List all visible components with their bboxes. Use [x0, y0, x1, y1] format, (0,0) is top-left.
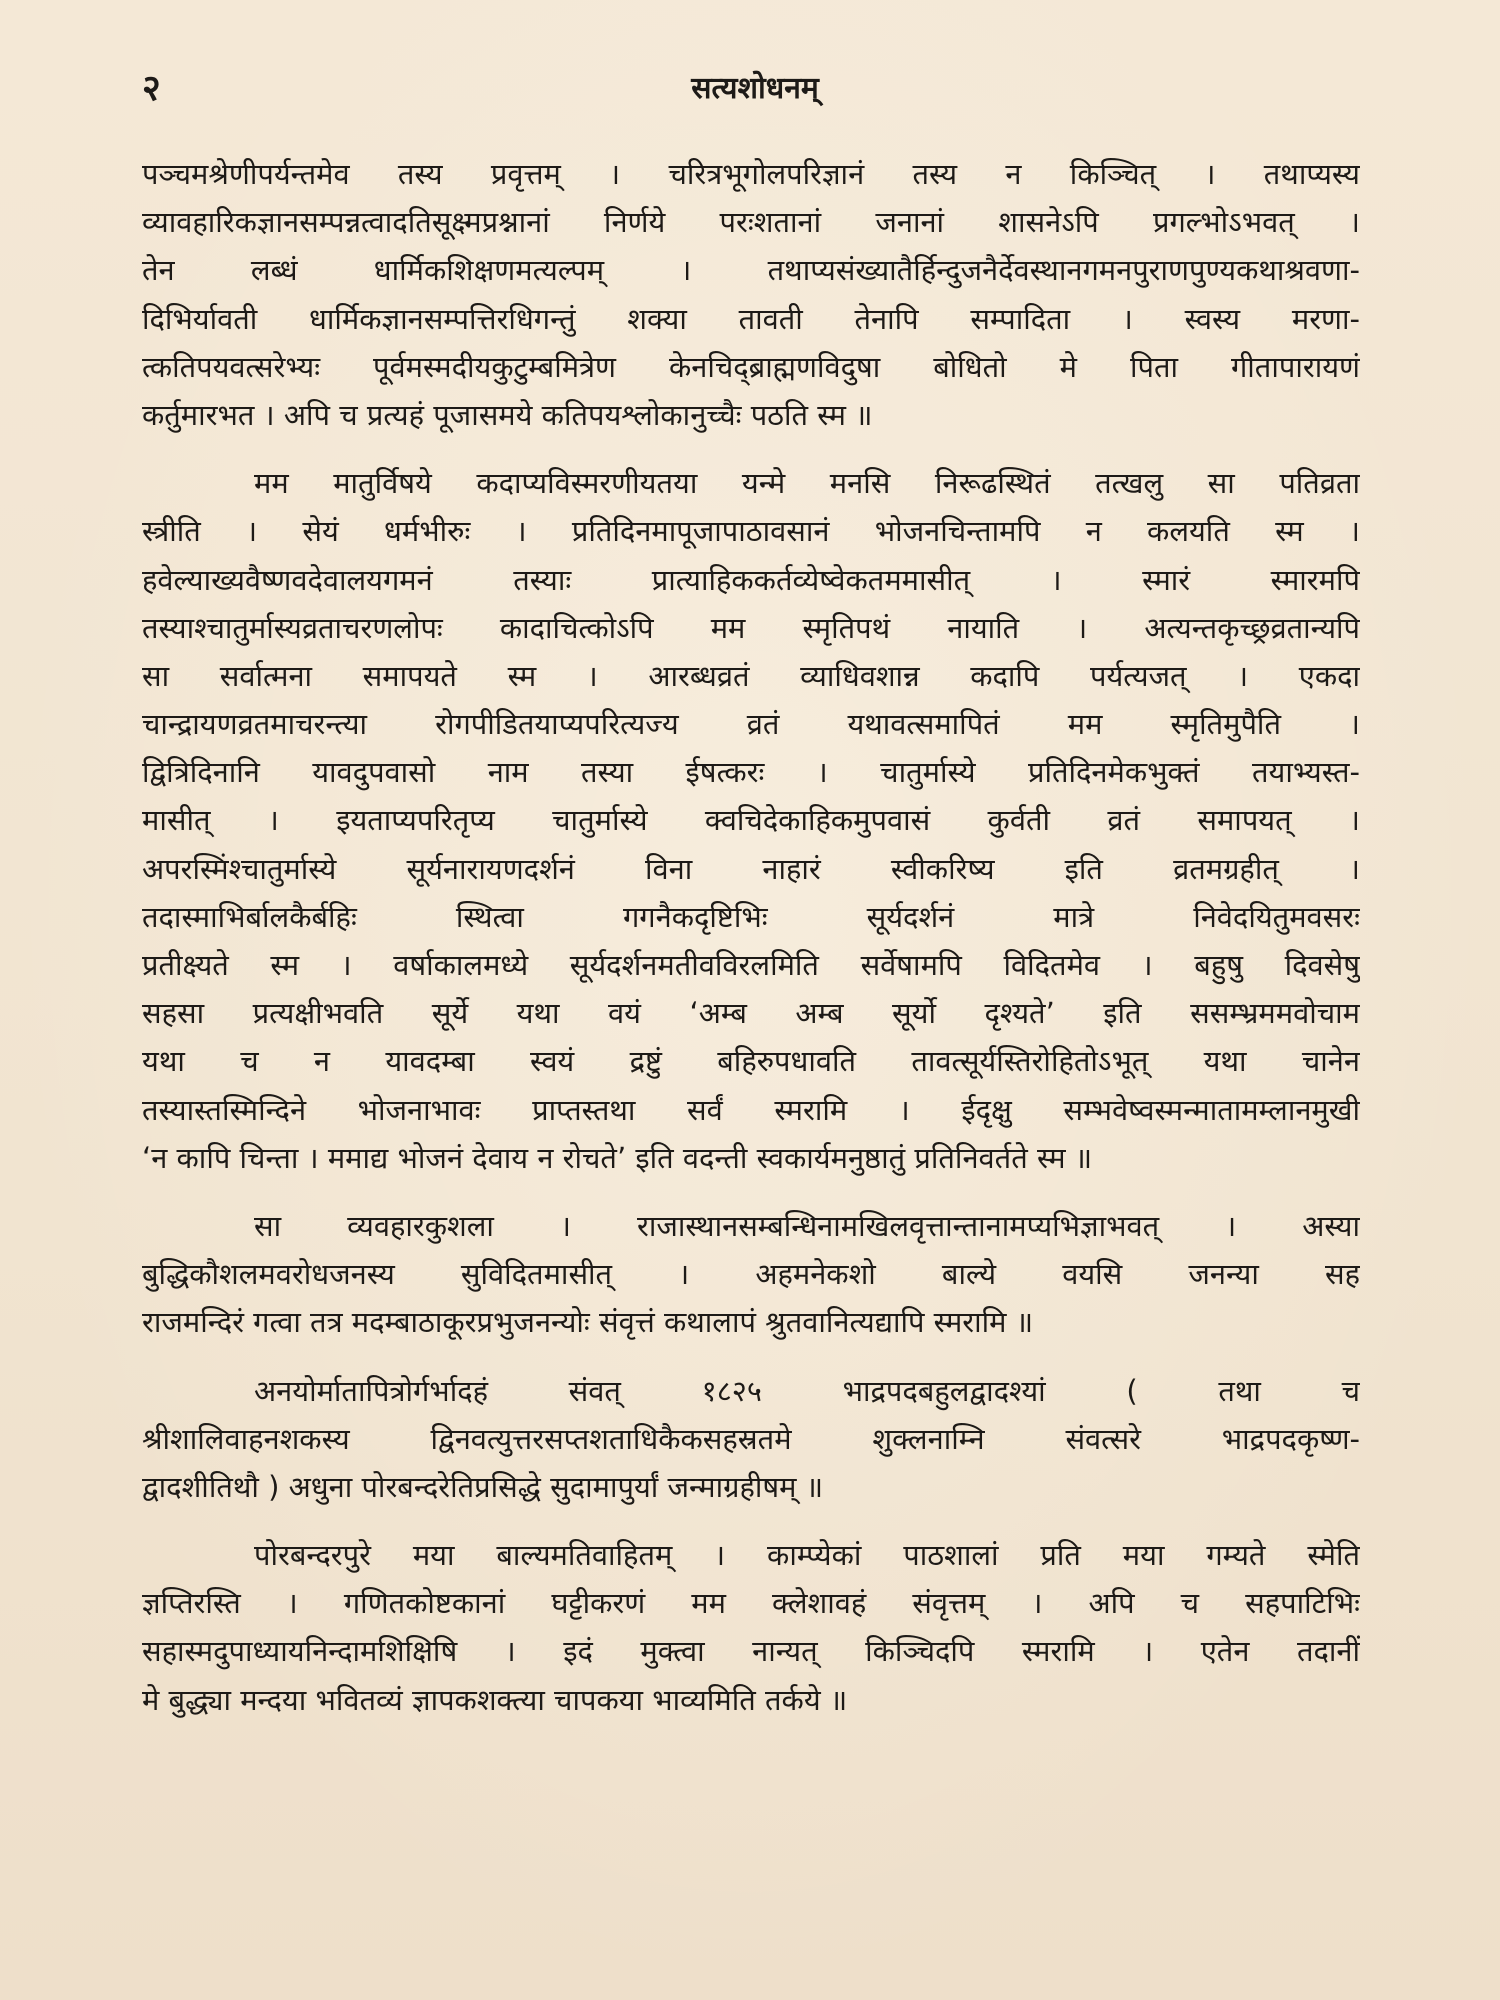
text-line: ‘न कापि चिन्ता । ममाद्य भोजनं देवाय न रोचते’ इति वदन्ती स्वकार्यमनुष्ठातुं प्रतिनिवर्तते स्म ॥: [142, 1140, 1093, 1175]
body-text: [142, 150, 1360, 1744]
text-line: सहास्मदुपाध्यायनिन्दामशिक्षिषि । इदं मुक्त्वा नान्यत् किञ्चिदपि स्मरामि । एतेन तदानीं: [142, 1634, 1360, 1669]
text-line: मे बुद्ध्या मन्दया भवितव्यं ज्ञापकशक्त्या चापकया भाव्यमिति तर्कये ॥: [142, 1682, 848, 1717]
paragraph-4: [142, 1367, 1360, 1512]
paragraph-5: [142, 1531, 1360, 1724]
text-line: पोरबन्दरपुरे मया बाल्यमतिवाहितम् । काम्प्येकां पाठशालां प्रति मया गम्यते स्मेति: [254, 1538, 1360, 1573]
paragraph-3: [142, 1202, 1360, 1347]
text-line: द्वित्रिदिनानि यावदुपवासो नाम तस्या ईषत्करः । चातुर्मास्ये प्रतिदिनमेकभुक्तं तयाभ्यस्त-: [142, 755, 1360, 790]
text-line: श्रीशालिवाहनशकस्य द्विनवत्युत्तरसप्तशताधिकैकसहस्रतमे शुक्लनाम्नि संवत्सरे भाद्रपदकृष्ण-: [142, 1421, 1360, 1456]
text-line: कर्तुमारभत । अपि च प्रत्यहं पूजासमये कतिपयश्लोकानुच्चैः पठति स्म ॥: [142, 397, 873, 432]
page-header: [142, 64, 1360, 114]
paragraph-1: [142, 150, 1360, 439]
text-line: तस्यास्तस्मिन्दिने भोजनाभावः प्राप्तस्तथा सर्वं स्मरामि । ईदृक्षु सम्भवेष्वस्मन्मातामम्लानमुखी: [142, 1092, 1360, 1127]
text-line: सा सर्वात्मना समापयते स्म । आरब्धव्रतं व्याधिवशान्न कदापि पर्यत्यजत् । एकदा: [142, 658, 1360, 693]
running-title: सत्यशोधनम्: [691, 71, 819, 106]
text-line: स्त्रीति । सेयं धर्मभीरुः । प्रतिदिनमापूजापाठावसानं भोजनचिन्तामपि न कलयति स्म ।: [142, 514, 1360, 549]
text-line: तेन लब्धं धार्मिकशिक्षणमत्यल्पम् । तथाप्यसंख्यातैर्हिन्दुजनैर्देवस्थानगमनपुराणपुण्यकथाश्रवणा-: [142, 253, 1360, 288]
text-line: मासीत् । इयताप्यपरितृप्य चातुर्मास्ये क्वचिदेकाहिकमुपवासं कुर्वती व्रतं समापयत् ।: [142, 803, 1360, 838]
text-line: राजमन्दिरं गत्वा तत्र मदम्बाठाकूरप्रभुजनन्योः संवृत्तं कथालापं श्रुतवानित्यद्यापि स्मरामि ॥: [142, 1305, 1034, 1340]
paragraph-2: [142, 459, 1360, 1182]
text-line: यथा च न यावदम्बा स्वयं द्रष्टुं बहिरुपधावति तावत्सूर्यस्तिरोहितोऽभूत् यथा चानेन: [142, 1044, 1360, 1079]
text-line: चान्द्रायणव्रतमाचरन्त्या रोगपीडितयाप्यपरित्यज्य व्रतं यथावत्समापितं मम स्मृतिमुपैति ।: [142, 707, 1360, 742]
text-line: अनयोर्मातापित्रोर्गर्भादहं संवत् १८२५ भाद्रपदबहुलद्वादश्यां ( तथा च: [254, 1373, 1360, 1408]
text-line: द्वादशीतिथौ ) अधुना पोरबन्दरेतिप्रसिद्धे सुदामापुर्यां जन्माग्रहीषम् ॥: [142, 1469, 824, 1504]
text-line: तदास्माभिर्बालकैर्बहिः स्थित्वा गगनैकदृष्टिभिः सूर्यदर्शनं मात्रे निवेदयितुमवसरः: [142, 899, 1360, 934]
text-line: अपरस्मिंश्चातुर्मास्ये सूर्यनारायणदर्शनं विना नाहारं स्वीकरिष्य इति व्रतमग्रहीत् ।: [142, 851, 1360, 886]
text-line: बुद्धिकौशलमवरोधजनस्य सुविदितमासीत् । अहमनेकशो बाल्ये वयसि जनन्या सह: [142, 1257, 1360, 1292]
text-line: तस्याश्चातुर्मास्यव्रताचरणलोपः कादाचित्कोऽपि मम स्मृतिपथं नायाति । अत्यन्तकृच्छ्रव्रतान्यपि: [142, 610, 1360, 645]
text-line: सहसा प्रत्यक्षीभवति सूर्ये यथा वयं ‘अम्ब अम्ब सूर्यो दृश्यते’ इति ससम्भ्रममवोचाम: [142, 996, 1360, 1031]
page-number: २: [142, 68, 161, 109]
text-line: प्रतीक्ष्यते स्म । वर्षाकालमध्ये सूर्यदर्शनमतीवविरलमिति सर्वेषामपि विदितमेव । बहुषु दिवसेषु: [142, 948, 1360, 982]
text-line: मम मातुर्विषये कदाप्यविस्मरणीयतया यन्मे मनसि निरूढस्थितं तत्खलु सा पतिव्रता: [254, 466, 1360, 501]
text-line: सा व्यवहारकुशला । राजास्थानसम्बन्धिनामखिलवृत्तान्तानामप्यभिज्ञाभवत् । अस्या: [254, 1208, 1360, 1243]
text-line: व्यावहारिकज्ञानसम्पन्नत्वादतिसूक्ष्मप्रश्नानां निर्णये परःशतानां जनानां शासनेऽपि प्रगल्भोऽभवत् ।: [142, 205, 1360, 240]
text-line: पञ्चमश्रेणीपर्यन्तमेव तस्य प्रवृत्तम् । चरित्रभूगोलपरिज्ञानं तस्य न किञ्चित् । तथाप्यस्य: [142, 157, 1360, 191]
text-line: हवेल्याख्यवैष्णवदेवालयगमनं तस्याः प्रात्याहिककर्तव्येष्वेकतममासीत् । स्मारं स्मारमपि: [142, 562, 1360, 597]
text-line: त्कतिपयवत्सरेभ्यः पूर्वमस्मदीयकुटुम्बमित्रेण केनचिद्ब्राह्मणविदुषा बोधितो मे पिता गीतापारायणं: [142, 349, 1360, 384]
text-line: ज्ञप्तिरस्ति । गणितकोष्टकानां घट्टीकरणं मम क्लेशावहं संवृत्तम् । अपि च सहपाटिभिः: [142, 1586, 1360, 1621]
text-line: दिभिर्यावती धार्मिकज्ञानसम्पत्तिरधिगन्तुं शक्या तावती तेनापि सम्पादिता । स्वस्य मरणा-: [142, 301, 1360, 336]
